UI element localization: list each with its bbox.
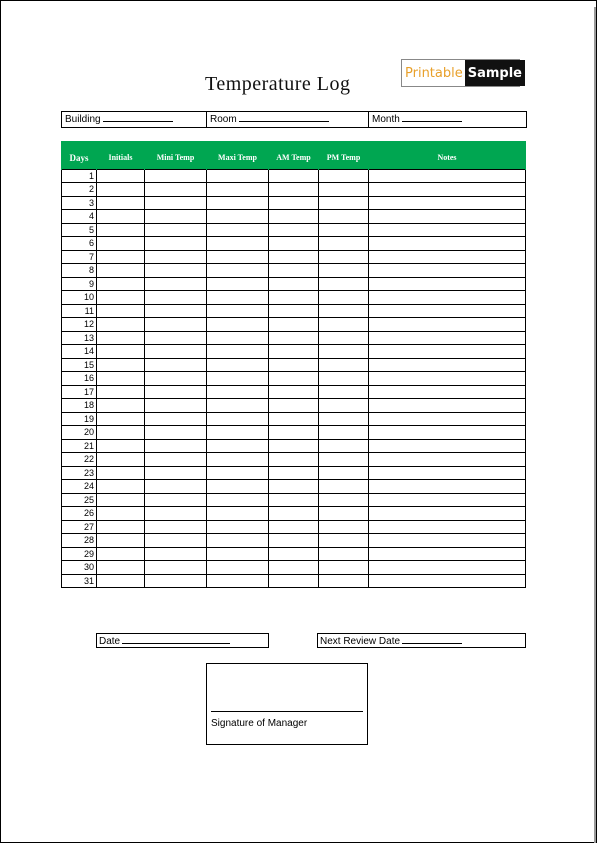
pm-temp-cell[interactable] [319,358,369,372]
pm-temp-cell[interactable] [319,574,369,588]
mini-temp-cell[interactable] [145,196,207,210]
day-cell: 16 [62,372,97,386]
notes-cell[interactable] [369,304,526,318]
pm-temp-cell[interactable] [319,466,369,480]
header-initials: Initials [97,141,145,169]
am-temp-cell[interactable] [269,291,319,305]
mini-temp-cell[interactable] [145,358,207,372]
table-row [62,439,526,453]
notes-cell[interactable] [369,399,526,413]
day-cell: 14 [62,345,97,359]
mini-temp-cell[interactable] [145,547,207,561]
am-temp-cell[interactable] [269,385,319,399]
am-temp-cell[interactable] [269,196,319,210]
notes-cell[interactable] [369,385,526,399]
table-row [62,426,526,440]
mini-temp-cell[interactable] [145,169,207,183]
table-row [62,358,526,372]
notes-cell[interactable] [369,345,526,359]
logo-part-printable: Printable [402,60,465,86]
initials-cell[interactable] [97,304,145,318]
maxi-temp-cell[interactable] [207,493,269,507]
notes-cell[interactable] [369,196,526,210]
maxi-temp-cell[interactable] [207,520,269,534]
am-temp-cell[interactable] [269,304,319,318]
table-header-row [62,141,526,169]
am-temp-cell[interactable] [269,318,319,332]
mini-temp-cell[interactable] [145,331,207,345]
day-cell: 6 [62,237,97,251]
day-cell: 31 [62,574,97,588]
header-mini-temp: Mini Temp [145,141,207,169]
mini-temp-cell[interactable] [145,561,207,575]
notes-cell[interactable] [369,426,526,440]
maxi-temp-cell[interactable] [207,277,269,291]
initials-cell[interactable] [97,534,145,548]
pm-temp-cell[interactable] [319,345,369,359]
mini-temp-cell[interactable] [145,574,207,588]
maxi-temp-cell[interactable] [207,169,269,183]
maxi-temp-cell[interactable] [207,183,269,197]
pm-temp-cell[interactable] [319,480,369,494]
table-row [62,277,526,291]
notes-cell[interactable] [369,318,526,332]
table-row [62,507,526,521]
am-temp-cell[interactable] [269,547,319,561]
next-review-label: Next Review Date [320,636,401,647]
initials-cell[interactable] [97,453,145,467]
pm-temp-cell[interactable] [319,291,369,305]
notes-cell[interactable] [369,561,526,575]
pm-temp-cell[interactable] [319,210,369,224]
table-row [62,493,526,507]
day-cell: 24 [62,480,97,494]
table-row [62,574,526,588]
notes-cell[interactable] [369,520,526,534]
mini-temp-cell[interactable] [145,480,207,494]
header-maxi-temp: Maxi Temp [207,141,269,169]
mini-temp-cell[interactable] [145,493,207,507]
notes-cell[interactable] [369,277,526,291]
mini-temp-cell[interactable] [145,210,207,224]
day-cell: 29 [62,547,97,561]
notes-cell[interactable] [369,210,526,224]
maxi-temp-cell[interactable] [207,561,269,575]
pm-temp-cell[interactable] [319,372,369,386]
table-row [62,183,526,197]
am-temp-cell[interactable] [269,426,319,440]
date-blank [122,634,230,644]
day-cell: 4 [62,210,97,224]
pm-temp-cell[interactable] [319,453,369,467]
mini-temp-cell[interactable] [145,385,207,399]
am-temp-cell[interactable] [269,507,319,521]
am-temp-cell[interactable] [269,520,319,534]
notes-cell[interactable] [369,412,526,426]
am-temp-cell[interactable] [269,561,319,575]
maxi-temp-cell[interactable] [207,345,269,359]
initials-cell[interactable] [97,183,145,197]
maxi-temp-cell[interactable] [207,372,269,386]
header-days: Days [62,141,97,169]
maxi-temp-cell[interactable] [207,223,269,237]
am-temp-cell[interactable] [269,169,319,183]
maxi-temp-cell[interactable] [207,453,269,467]
mini-temp-cell[interactable] [145,439,207,453]
maxi-temp-cell[interactable] [207,534,269,548]
table-row [62,520,526,534]
pm-temp-cell[interactable] [319,561,369,575]
mini-temp-cell[interactable] [145,183,207,197]
initials-cell[interactable] [97,223,145,237]
notes-cell[interactable] [369,264,526,278]
pm-temp-cell[interactable] [319,169,369,183]
maxi-temp-cell[interactable] [207,196,269,210]
table-row [62,547,526,561]
notes-cell[interactable] [369,291,526,305]
building-field[interactable] [62,112,207,127]
initials-cell[interactable] [97,250,145,264]
table-row [62,345,526,359]
am-temp-cell[interactable] [269,372,319,386]
maxi-temp-cell[interactable] [207,412,269,426]
next-review-blank [402,634,462,644]
mini-temp-cell[interactable] [145,237,207,251]
mini-temp-cell[interactable] [145,223,207,237]
initials-cell[interactable] [97,358,145,372]
signature-line [211,711,363,712]
maxi-temp-cell[interactable] [207,466,269,480]
pm-temp-cell[interactable] [319,520,369,534]
initials-cell[interactable] [97,399,145,413]
table-row [62,210,526,224]
room-label: Room [210,114,237,125]
room-blank [239,112,329,122]
pm-temp-cell[interactable] [319,507,369,521]
am-temp-cell[interactable] [269,250,319,264]
building-label: Building [65,114,101,125]
signature-label: Signature of Manager [211,718,308,729]
pm-temp-cell[interactable] [319,331,369,345]
pm-temp-cell[interactable] [319,183,369,197]
table-body [62,169,526,588]
maxi-temp-cell[interactable] [207,439,269,453]
day-cell: 8 [62,264,97,278]
initials-cell[interactable] [97,372,145,386]
day-cell: 25 [62,493,97,507]
mini-temp-cell[interactable] [145,264,207,278]
notes-cell[interactable] [369,250,526,264]
header-notes: Notes [369,141,526,169]
day-cell: 28 [62,534,97,548]
table-row [62,453,526,467]
table-row [62,223,526,237]
info-row [61,111,527,128]
mini-temp-cell[interactable] [145,520,207,534]
room-field[interactable] [207,112,369,127]
day-cell: 3 [62,196,97,210]
maxi-temp-cell[interactable] [207,426,269,440]
month-field[interactable] [369,112,526,127]
mini-temp-cell[interactable] [145,466,207,480]
maxi-temp-cell[interactable] [207,264,269,278]
mini-temp-cell[interactable] [145,372,207,386]
month-blank [402,112,462,122]
day-cell: 13 [62,331,97,345]
day-cell: 26 [62,507,97,521]
day-cell: 17 [62,385,97,399]
header-pm-temp: PM Temp [319,141,369,169]
initials-cell[interactable] [97,480,145,494]
table-row [62,304,526,318]
notes-cell[interactable] [369,493,526,507]
printable-sample-logo [401,59,520,87]
am-temp-cell[interactable] [269,223,319,237]
initials-cell[interactable] [97,291,145,305]
notes-cell[interactable] [369,372,526,386]
pm-temp-cell[interactable] [319,439,369,453]
mini-temp-cell[interactable] [145,507,207,521]
building-blank [103,112,173,122]
am-temp-cell[interactable] [269,412,319,426]
am-temp-cell[interactable] [269,399,319,413]
maxi-temp-cell[interactable] [207,385,269,399]
initials-cell[interactable] [97,426,145,440]
am-temp-cell[interactable] [269,183,319,197]
table-row [62,466,526,480]
pm-temp-cell[interactable] [319,534,369,548]
notes-cell[interactable] [369,237,526,251]
pm-temp-cell[interactable] [319,223,369,237]
pm-temp-cell[interactable] [319,250,369,264]
table-row [62,169,526,183]
notes-cell[interactable] [369,453,526,467]
page-shadow [594,7,596,843]
am-temp-cell[interactable] [269,331,319,345]
notes-cell[interactable] [369,574,526,588]
notes-cell[interactable] [369,439,526,453]
day-cell: 21 [62,439,97,453]
table-row [62,385,526,399]
notes-cell[interactable] [369,534,526,548]
table-row [62,534,526,548]
maxi-temp-cell[interactable] [207,358,269,372]
am-temp-cell[interactable] [269,574,319,588]
mini-temp-cell[interactable] [145,250,207,264]
maxi-temp-cell[interactable] [207,574,269,588]
temperature-log-table [61,141,526,588]
date-label: Date [99,636,121,647]
mini-temp-cell[interactable] [145,453,207,467]
table-row [62,196,526,210]
table-row [62,372,526,386]
pm-temp-cell[interactable] [319,318,369,332]
maxi-temp-cell[interactable] [207,331,269,345]
notes-cell[interactable] [369,183,526,197]
mini-temp-cell[interactable] [145,345,207,359]
mini-temp-cell[interactable] [145,399,207,413]
table-row [62,291,526,305]
day-cell: 30 [62,561,97,575]
maxi-temp-cell[interactable] [207,210,269,224]
am-temp-cell[interactable] [269,439,319,453]
am-temp-cell[interactable] [269,534,319,548]
day-cell: 12 [62,318,97,332]
pm-temp-cell[interactable] [319,399,369,413]
maxi-temp-cell[interactable] [207,318,269,332]
signature-box[interactable] [206,663,368,745]
day-cell: 27 [62,520,97,534]
mini-temp-cell[interactable] [145,304,207,318]
day-cell: 11 [62,304,97,318]
day-cell: 7 [62,250,97,264]
initials-cell[interactable] [97,574,145,588]
pm-temp-cell[interactable] [319,412,369,426]
day-cell: 1 [62,169,97,183]
maxi-temp-cell[interactable] [207,480,269,494]
initials-cell[interactable] [97,385,145,399]
initials-cell[interactable] [97,466,145,480]
day-cell: 2 [62,183,97,197]
logo-part-sample: Sample [465,60,525,86]
initials-cell[interactable] [97,264,145,278]
pm-temp-cell[interactable] [319,277,369,291]
pm-temp-cell[interactable] [319,304,369,318]
day-cell: 9 [62,277,97,291]
notes-cell[interactable] [369,223,526,237]
table-row [62,250,526,264]
pm-temp-cell[interactable] [319,196,369,210]
table-row [62,237,526,251]
notes-cell[interactable] [369,507,526,521]
day-cell: 22 [62,453,97,467]
initials-cell[interactable] [97,237,145,251]
table-row [62,318,526,332]
initials-cell[interactable] [97,493,145,507]
day-cell: 15 [62,358,97,372]
day-cell: 19 [62,412,97,426]
next-review-date-field[interactable] [317,633,526,648]
maxi-temp-cell[interactable] [207,547,269,561]
am-temp-cell[interactable] [269,345,319,359]
initials-cell[interactable] [97,345,145,359]
maxi-temp-cell[interactable] [207,250,269,264]
table-row [62,412,526,426]
initials-cell[interactable] [97,412,145,426]
am-temp-cell[interactable] [269,264,319,278]
initials-cell[interactable] [97,169,145,183]
maxi-temp-cell[interactable] [207,304,269,318]
mini-temp-cell[interactable] [145,534,207,548]
initials-cell[interactable] [97,439,145,453]
pm-temp-cell[interactable] [319,237,369,251]
notes-cell[interactable] [369,547,526,561]
maxi-temp-cell[interactable] [207,237,269,251]
initials-cell[interactable] [97,561,145,575]
initials-cell[interactable] [97,547,145,561]
pm-temp-cell[interactable] [319,385,369,399]
pm-temp-cell[interactable] [319,493,369,507]
am-temp-cell[interactable] [269,237,319,251]
am-temp-cell[interactable] [269,453,319,467]
initials-cell[interactable] [97,507,145,521]
maxi-temp-cell[interactable] [207,399,269,413]
pm-temp-cell[interactable] [319,547,369,561]
initials-cell[interactable] [97,210,145,224]
table-row [62,331,526,345]
maxi-temp-cell[interactable] [207,507,269,521]
day-cell: 23 [62,466,97,480]
pm-temp-cell[interactable] [319,426,369,440]
am-temp-cell[interactable] [269,358,319,372]
mini-temp-cell[interactable] [145,426,207,440]
notes-cell[interactable] [369,169,526,183]
pm-temp-cell[interactable] [319,264,369,278]
am-temp-cell[interactable] [269,480,319,494]
initials-cell[interactable] [97,277,145,291]
mini-temp-cell[interactable] [145,291,207,305]
am-temp-cell[interactable] [269,493,319,507]
initials-cell[interactable] [97,331,145,345]
am-temp-cell[interactable] [269,466,319,480]
day-cell: 5 [62,223,97,237]
day-cell: 20 [62,426,97,440]
am-temp-cell[interactable] [269,277,319,291]
day-cell: 18 [62,399,97,413]
page-title: Temperature Log [205,73,351,95]
mini-temp-cell[interactable] [145,318,207,332]
initials-cell[interactable] [97,318,145,332]
day-cell: 10 [62,291,97,305]
table-row [62,399,526,413]
header-am-temp: AM Temp [269,141,319,169]
date-field[interactable] [96,633,269,648]
initials-cell[interactable] [97,520,145,534]
mini-temp-cell[interactable] [145,277,207,291]
month-label: Month [372,114,400,125]
table-row [62,561,526,575]
table-row [62,480,526,494]
am-temp-cell[interactable] [269,210,319,224]
maxi-temp-cell[interactable] [207,291,269,305]
notes-cell[interactable] [369,331,526,345]
notes-cell[interactable] [369,358,526,372]
initials-cell[interactable] [97,196,145,210]
notes-cell[interactable] [369,466,526,480]
mini-temp-cell[interactable] [145,412,207,426]
notes-cell[interactable] [369,480,526,494]
table-row [62,264,526,278]
